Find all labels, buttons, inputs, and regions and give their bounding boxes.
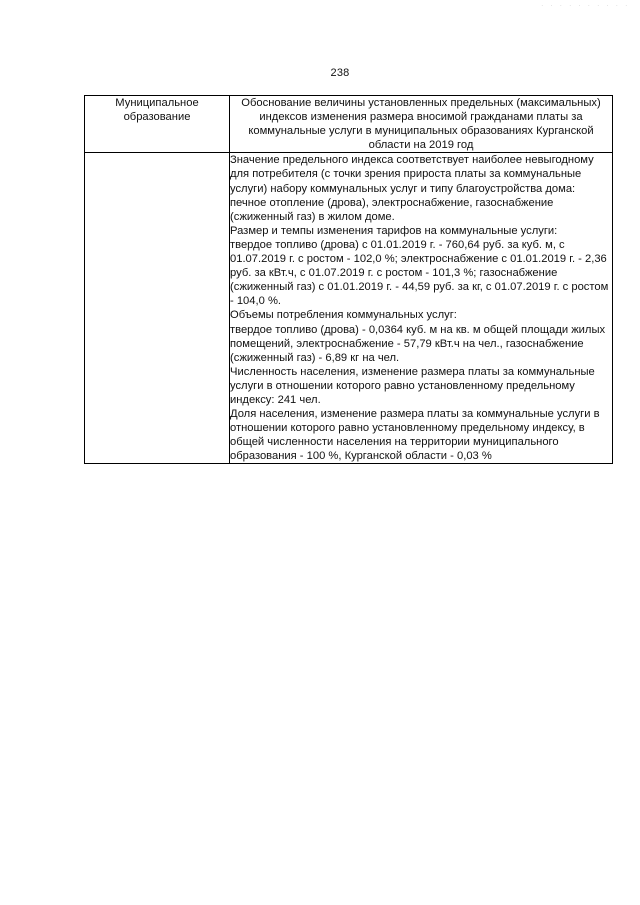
paragraph-index-value: Значение предельного индекса соответствует наиболее невыгодному для потребителя (с точки зрения прироста платы за коммунальные услуги) набору коммунальных услуг и типу благоустройства дома: [230, 154, 594, 195]
table-row [85, 153, 613, 464]
scan-marks: . . . . . . . . . . [541, 2, 630, 8]
paragraph-consumption-heading: Объемы потребления коммунальных услуг: [230, 309, 457, 322]
page-number: 238 [330, 67, 350, 79]
paragraph-tariffs-heading: Размер и темпы изменения тарифов на коммунальные услуги: [230, 224, 558, 237]
tariff-index-table [84, 95, 613, 464]
paragraph-consumption: твердое топливо (дрова) - 0,0364 куб. м на кв. м общей площади жилых помещений, электроснабжение - 57,79 кВт.ч на чел., газоснабжение (сжиженный газ) - 6,89 кг на чел. [230, 323, 606, 364]
table-header-row [85, 96, 613, 153]
header-justification: Обоснование величины установленных предельных (максимальных) индексов изменения размера вносимой гражданами платы за коммунальные услуги в муниципальных образованиях Курганской области на 2019 год [230, 96, 613, 153]
paragraph-service-set: печное отопление (дрова), электроснабжение, газоснабжение (сжиженный газ) в жилом доме. [230, 196, 554, 223]
cell-justification [230, 153, 613, 464]
cell-municipality [85, 153, 230, 464]
paragraph-population-share: Доля населения, изменение размера платы за коммунальные услуги в отношении которого равно установленному предельному индексу, в общей численности населения на территории муниципального образования - 100 %, Курганской области - 0,03 % [230, 408, 600, 463]
paragraph-population-count: Численность населения, изменение размера платы за коммунальные услуги в отношении которого равно установленному предельному индексу: 241 чел. [230, 365, 595, 406]
paragraph-tariffs: твердое топливо (дрова) с 01.01.2019 г. - 760,64 руб. за куб. м, с 01.07.2019 г. с ростом - 102,0 %; электроснабжение с 01.01.2019 г. - 2,36 руб. за кВт.ч, с 01.07.2019 г. с ростом - 101,3 %; газоснабжение (сжиженный газ) с 01.01.2019 г. - 44,59 руб. за кг, с 01.07.2019 г. с ростом - 104,0 %. [230, 238, 609, 308]
header-municipality: Муниципальное образование [85, 96, 230, 153]
